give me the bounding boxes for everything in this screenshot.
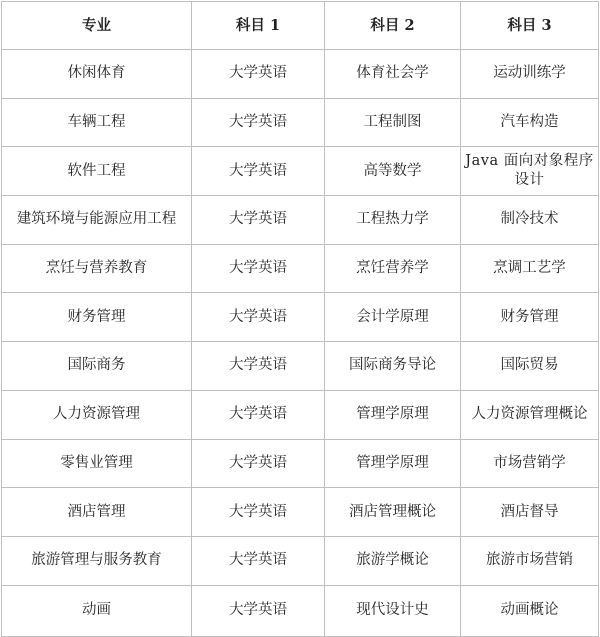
table-row — [2, 293, 599, 342]
cell-subject-2: 烹饪营养学 — [325, 244, 461, 293]
cell-subject-2: 工程制图 — [325, 98, 461, 147]
table-row — [2, 98, 599, 147]
table-row — [2, 244, 599, 293]
cell-subject-3: 动画概论 — [461, 585, 599, 636]
table-row — [2, 488, 599, 537]
table-row — [2, 342, 599, 391]
header-subject-1: 科目 1 — [192, 2, 325, 50]
cell-subject-2: 高等数学 — [325, 147, 461, 196]
table-row — [2, 390, 599, 439]
cell-subject-1: 大学英语 — [192, 50, 325, 99]
cell-major: 旅游管理与服务教育 — [2, 536, 192, 585]
cell-subject-2: 酒店管理概论 — [325, 488, 461, 537]
subjects-table — [1, 1, 599, 637]
cell-subject-1: 大学英语 — [192, 293, 325, 342]
cell-subject-3: 人力资源管理概论 — [461, 390, 599, 439]
cell-subject-1: 大学英语 — [192, 585, 325, 636]
cell-subject-2: 旅游学概论 — [325, 536, 461, 585]
cell-subject-1: 大学英语 — [192, 342, 325, 391]
table-row — [2, 50, 599, 99]
cell-subject-3: 汽车构造 — [461, 98, 599, 147]
cell-subject-1: 大学英语 — [192, 488, 325, 537]
cell-subject-1: 大学英语 — [192, 536, 325, 585]
header-subject-3: 科目 3 — [461, 2, 599, 50]
cell-subject-3: 旅游市场营销 — [461, 536, 599, 585]
cell-subject-1: 大学英语 — [192, 147, 325, 196]
cell-major: 软件工程 — [2, 147, 192, 196]
cell-subject-2: 国际商务导论 — [325, 342, 461, 391]
cell-major: 酒店管理 — [2, 488, 192, 537]
cell-major: 国际商务 — [2, 342, 192, 391]
table-header — [2, 2, 599, 50]
cell-major: 动画 — [2, 585, 192, 636]
cell-subject-3: 酒店督导 — [461, 488, 599, 537]
cell-subject-1: 大学英语 — [192, 98, 325, 147]
cell-subject-3: 制冷技术 — [461, 196, 599, 245]
header-subject-2: 科目 2 — [325, 2, 461, 50]
cell-subject-3: 烹调工艺学 — [461, 244, 599, 293]
cell-major: 人力资源管理 — [2, 390, 192, 439]
cell-subject-1: 大学英语 — [192, 439, 325, 488]
cell-subject-2: 体育社会学 — [325, 50, 461, 99]
table-row — [2, 147, 599, 196]
cell-subject-2: 现代设计史 — [325, 585, 461, 636]
cell-subject-1: 大学英语 — [192, 244, 325, 293]
cell-subject-1: 大学英语 — [192, 390, 325, 439]
cell-major: 车辆工程 — [2, 98, 192, 147]
table-row — [2, 196, 599, 245]
cell-subject-3: 市场营销学 — [461, 439, 599, 488]
cell-subject-1: 大学英语 — [192, 196, 325, 245]
table-row — [2, 536, 599, 585]
cell-major: 财务管理 — [2, 293, 192, 342]
header-row — [2, 2, 599, 50]
cell-subject-2: 会计学原理 — [325, 293, 461, 342]
cell-major: 零售业管理 — [2, 439, 192, 488]
cell-subject-3: Java 面向对象程序设计 — [461, 147, 599, 196]
cell-subject-3: 财务管理 — [461, 293, 599, 342]
cell-major: 休闲体育 — [2, 50, 192, 99]
cell-major: 烹饪与营养教育 — [2, 244, 192, 293]
cell-subject-3: 国际贸易 — [461, 342, 599, 391]
cell-major: 建筑环境与能源应用工程 — [2, 196, 192, 245]
header-major: 专业 — [2, 2, 192, 50]
cell-subject-2: 管理学原理 — [325, 390, 461, 439]
table-body — [2, 50, 599, 637]
cell-subject-3: 运动训练学 — [461, 50, 599, 99]
table-row — [2, 439, 599, 488]
cell-subject-2: 工程热力学 — [325, 196, 461, 245]
table-row — [2, 585, 599, 636]
cell-subject-2: 管理学原理 — [325, 439, 461, 488]
